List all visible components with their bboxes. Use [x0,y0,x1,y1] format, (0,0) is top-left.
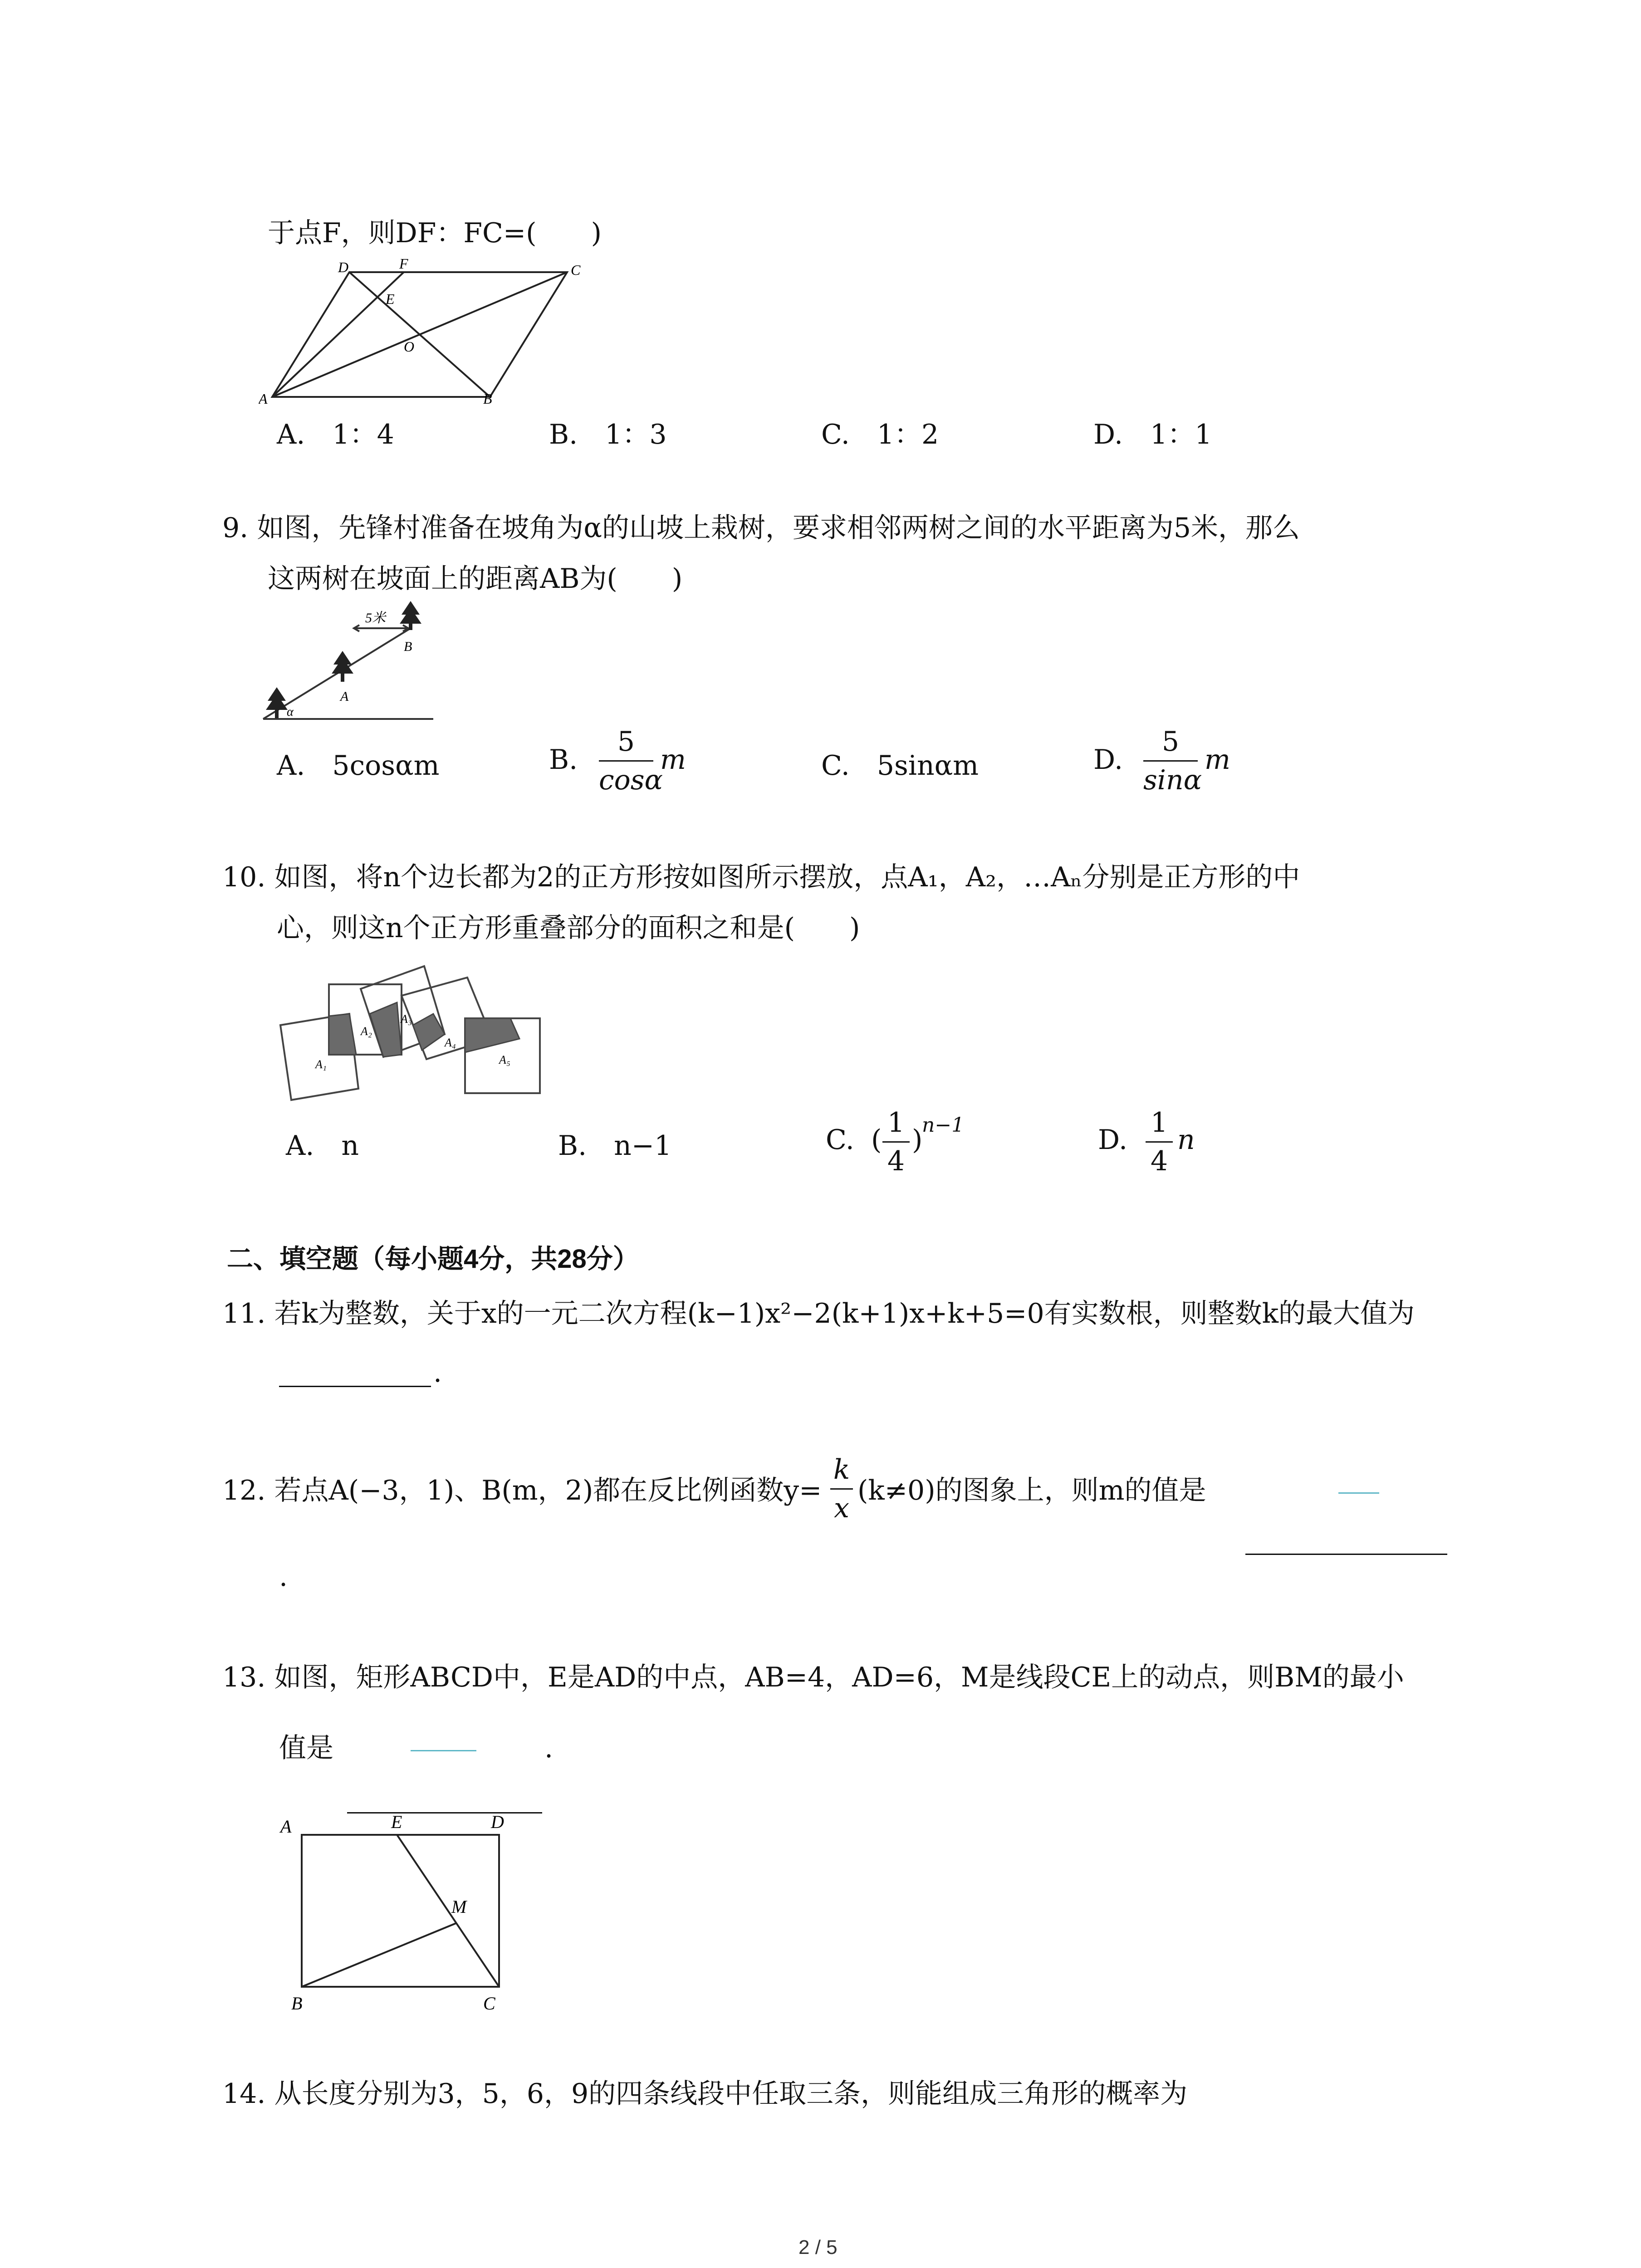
q8-option-a: A. 1：4 [277,419,394,450]
q9-label-alpha: α [287,705,294,719]
q13-label-a: A [280,1816,292,1837]
q13-answer-mark [411,1750,476,1751]
q9-option-b-numerator: 5 [617,726,635,758]
q11-period: . [433,1357,442,1388]
q13-label-e: E [391,1812,402,1832]
q13-label-b: B [291,1993,303,2014]
q8-label-o: O [404,338,415,355]
q13-line2: 值是 [279,1732,333,1764]
q10-option-d-prefix: D. [1098,1124,1128,1156]
q10-squares-figure [272,962,554,1116]
q8-label-b: B [483,391,492,407]
q10-label-a2: A₂ [361,1025,372,1038]
q12-text-a: 12. 若点A(−3，1)、B(m，2)都在反比例函数y= [222,1475,822,1506]
q8-parallelogram-figure [259,259,585,408]
q14-text: 14. 从长度分别为3，5，6，9的四条线段中任取三条，则能组成三角形的概率为 [222,2078,1188,2110]
q11-answer-blank[interactable] [279,1386,431,1387]
q13-rectangle-figure [272,1808,517,2016]
q9-option-c: C. 5sinαm [821,750,979,782]
q10-option-b: B. n−1 [558,1130,672,1162]
q8-label-e: E [386,291,395,307]
q12-fraction-denominator: x [834,1492,849,1524]
q9-line2: 这两树在坡面上的距离AB为( ) [268,563,683,595]
q13-label-c: C [483,1993,495,2014]
q12-fraction-numerator: k [833,1454,850,1486]
q9-option-d-unit: m [1205,744,1230,776]
q9-option-d-denominator: sinα [1143,764,1202,796]
q8-option-c: C. 1：2 [821,419,939,450]
q9-option-b-denominator: cosα [599,764,663,796]
q8-option-b: B. 1：3 [549,419,667,450]
q10-option-c-fraction [882,1107,910,1177]
q10-option-d-denominator: 4 [1150,1145,1168,1177]
q10-option-c-exponent: n−1 [922,1114,965,1137]
q13-line1: 13. 如图，矩形ABCD中，E是AD的中点，AB=4，AD=6，M是线段CE上的动点，则BM的最小 [222,1662,1404,1693]
q9-line1: 9. 如图，先锋村准备在坡角为α的山坡上栽树，要求相邻两树之间的水平距离为5米，那么 [222,512,1300,544]
q10-line1: 10. 如图，将n个边长都为2的正方形按如图所示摆放，点A₁，A₂，…Aₙ分别是正方形的中 [222,861,1300,893]
q8-option-d: D. 1：1 [1093,419,1212,450]
q9-option-a: A. 5cosαm [277,750,440,782]
q10-option-d-suffix: n [1177,1124,1195,1156]
q8-label-f: F [399,259,408,272]
q10-label-a3: A₃ [401,1012,412,1026]
q10-option-c-denominator: 4 [887,1145,905,1177]
q12-text-b: (k≠0)的图象上，则m的值是 [857,1475,1206,1506]
q10-label-a1: A₁ [315,1058,327,1071]
q9-option-b-prefix: B. [549,744,578,776]
page-number: 2 / 5 [798,2236,838,2258]
q12-answer-mark [1338,1492,1379,1494]
q10-option-d-fraction [1146,1107,1173,1177]
q8-label-a: A [259,391,268,407]
q10-option-c-open-paren: ( [871,1124,882,1156]
q10-option-c-prefix: C. [826,1124,854,1156]
q9-option-b-fraction [599,726,663,796]
q10-option-c-close-paren: ) [912,1124,923,1156]
q12-fraction [830,1454,853,1524]
q12-period: . [279,1561,288,1593]
section-title: 二、填空题（每小题4分，共28分） [227,1244,639,1274]
q10-line2: 心，则这n个正方形重叠部分的面积之和是( ) [277,912,860,944]
q10-option-d-numerator: 1 [1150,1107,1168,1139]
q12-answer-blank[interactable] [1245,1554,1447,1555]
q9-label-5m: 5米 [365,611,386,626]
q9-option-d-fraction [1143,726,1202,796]
q9-label-a: A [340,689,349,704]
q9-option-d-prefix: D. [1093,744,1123,776]
q11-text: 11. 若k为整数，关于x的一元二次方程(k−1)x²−2(k+1)x+k+5=0有实数根，则整数k的最大值为 [222,1298,1415,1330]
q9-slope-figure [254,599,445,730]
q9-option-d-numerator: 5 [1161,726,1180,758]
q13-label-m: M [451,1897,467,1917]
q13-label-d: D [491,1812,504,1832]
q10-option-a: A. n [286,1130,359,1162]
q8-label-c: C [571,262,581,278]
q10-label-a4: A₄ [445,1036,456,1049]
q13-period: . [544,1732,554,1764]
q8-text-tail: 于点F，则DF：FC=( ) [268,217,602,249]
q9-label-b: B [404,639,412,654]
q10-label-a5: A₅ [499,1053,510,1066]
q8-label-d: D [338,259,349,275]
q9-option-b-unit: m [660,744,686,776]
q10-option-c-numerator: 1 [887,1107,905,1139]
